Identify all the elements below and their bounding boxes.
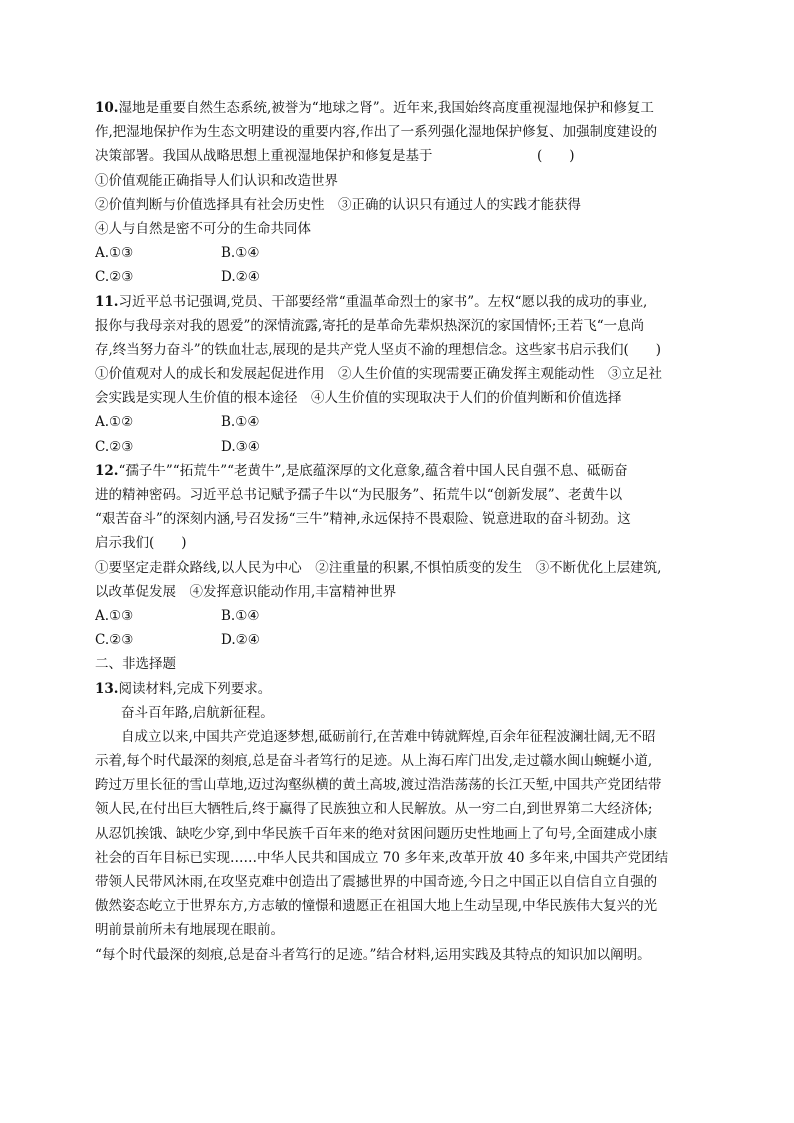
statement: ①要坚定走群众路线,以人民为中心 ②注重量的积累,不惧怕质变的发生 ③不断优化上层建筑, [95, 559, 662, 576]
question-13-question: “每个时代最深的刻痕,总是奋斗者笃行的足迹。”结合材料,运用实践及其特点的知识加以阐明。 [95, 946, 651, 963]
question-13-prompt: 13.阅读材料,完成下列要求。 [95, 680, 272, 697]
statement: ①价值观能正确指导人们认识和改造世界 [95, 172, 338, 189]
option-b[interactable]: B.①④ [221, 245, 260, 262]
option-b[interactable]: B.①④ [221, 607, 260, 624]
option-b[interactable]: B.①④ [221, 414, 260, 431]
question-11 [95, 290, 715, 459]
question-12-line-2: 进的精神密码。习近平总书记赋予孺子牛以“为民服务”、拓荒牛以“创新发展”、老黄牛以 [95, 487, 623, 503]
material-line: 领人民,在付出巨大牺牲后,终于赢得了民族独立和人民解放。从一穷二白,到世界第二大经济体; [95, 801, 653, 818]
question-11-line-1: 11.习近平总书记强调,党员、干部要经常“重温革命烈士的家书”。左权“愿以我的成功的事业, [95, 293, 648, 310]
option-d[interactable]: D.②④ [221, 632, 260, 649]
answer-bracket: ( ) [537, 148, 575, 165]
question-12-line-4: 启示我们( ) [95, 535, 187, 552]
option-c[interactable]: C.②③ [95, 269, 134, 286]
question-10-line-3: 决策部署。我国从战略思想上重视湿地保护和修复是基于 ( ) [95, 144, 715, 168]
statement: ①价值观对人的成长和发展起促进作用 ②人生价值的实现需要正确发挥主观能动性 ③立足社 [95, 366, 662, 383]
material-title: 奋斗百年路,启航新征程。 [121, 704, 274, 721]
options-row [95, 241, 715, 265]
document-content [95, 96, 715, 967]
material-line: 社会的百年目标已实现……中华人民共和国成立 70 多年来,改革开放 40 多年来,中国共产党团结 [95, 849, 669, 866]
material-line: 带领人民带风沐雨,在攻坚克难中创造出了震撼世界的中国奇迹,今日之中国正以自信自立自强的 [95, 874, 658, 890]
question-12-number: 12. [95, 462, 119, 479]
question-11-line-3: 存,终当努力奋斗”的铁血壮志,展现的是共产党人坚贞不渝的理想信念。这些家书启示我们( ) [95, 341, 662, 358]
question-10-number: 10. [95, 100, 119, 116]
option-c[interactable]: C.②③ [95, 438, 134, 455]
question-11-line-2: 报你与我母亲对我的恩爱”的深情流露,寄托的是革命先辈炽热深沉的家国情怀;王若飞“一息尚 [95, 317, 645, 334]
question-11-number: 11. [95, 293, 119, 310]
option-d[interactable]: D.②④ [221, 269, 260, 286]
material-line: 从忍饥挨饿、缺吃少穿,到中华民族千百年来的绝对贫困问题历史性地画上了句号,全面建成小康 [95, 825, 658, 842]
statement: ④人与自然是密不可分的生命共同体 [95, 220, 311, 237]
options-row [95, 628, 715, 652]
question-13-number: 13. [95, 680, 119, 697]
material-line: 自成立以来,中国共产党追逐梦想,砥砺前行,在苦难中铸就辉煌,百余年征程波澜壮阔,无不昭 [121, 728, 656, 745]
option-d[interactable]: D.③④ [221, 438, 260, 455]
statement: ②价值判断与价值选择具有社会历史性 ③正确的认识只有通过人的实践才能获得 [95, 196, 581, 213]
statement: 以改革促发展 ④发挥意识能动作用,丰富精神世界 [95, 583, 397, 600]
question-10-line-2: 作,把湿地保护作为生态文明建设的重要内容,作出了一系列强化湿地保护修复、加强制度建设的 [95, 124, 658, 141]
material-line: 傲然姿态屹立于世界东方,方志敏的憧憬和遗愿正在祖国大地上生动呈现,中华民族伟大复兴的光 [95, 898, 658, 915]
material-line: 明前景前所未有地展现在眼前。 [95, 922, 284, 939]
options-row [95, 410, 715, 434]
question-12 [95, 459, 715, 653]
material-line: 跨过万里长征的雪山草地,迈过沟壑纵横的黄土高坡,渡过浩浩荡荡的长江天堑,中国共产党团结带 [95, 777, 662, 794]
options-row [95, 265, 715, 289]
options-row [95, 604, 715, 628]
statement: 会实践是实现人生价值的根本途径 ④人生价值的实现取决于人们的价值判断和价值选择 [95, 390, 622, 407]
option-c[interactable]: C.②③ [95, 632, 134, 649]
question-13 [95, 677, 715, 967]
question-12-line-3: “艰苦奋斗”的深刻内涵,号召发扬“三牛”精神,永远保持不畏艰险、锐意进取的奋斗韧劲。这 [95, 511, 631, 528]
section-heading: 二、非选择题 [95, 656, 176, 673]
question-12-line-1: 12.“孺子牛”“拓荒牛”“老黄牛”,是底蕴深厚的文化意象,蕴含着中国人民自强不息、砥砺奋 [95, 462, 628, 479]
material-line: 示着,每个时代最深的刻痕,总是奋斗者笃行的足迹。从上海石库门出发,走过赣水闽山蜿蜒小道, [95, 753, 653, 770]
option-a[interactable]: A.①③ [95, 245, 134, 262]
option-a[interactable]: A.①③ [95, 607, 134, 624]
question-10-line-1: 10.湿地是重要自然生态系统,被誉为“地球之肾”。近年来,我国始终高度重视湿地保护和修复工 [95, 100, 654, 116]
question-10 [95, 96, 715, 290]
options-row [95, 435, 715, 459]
option-a[interactable]: A.①② [95, 414, 134, 431]
